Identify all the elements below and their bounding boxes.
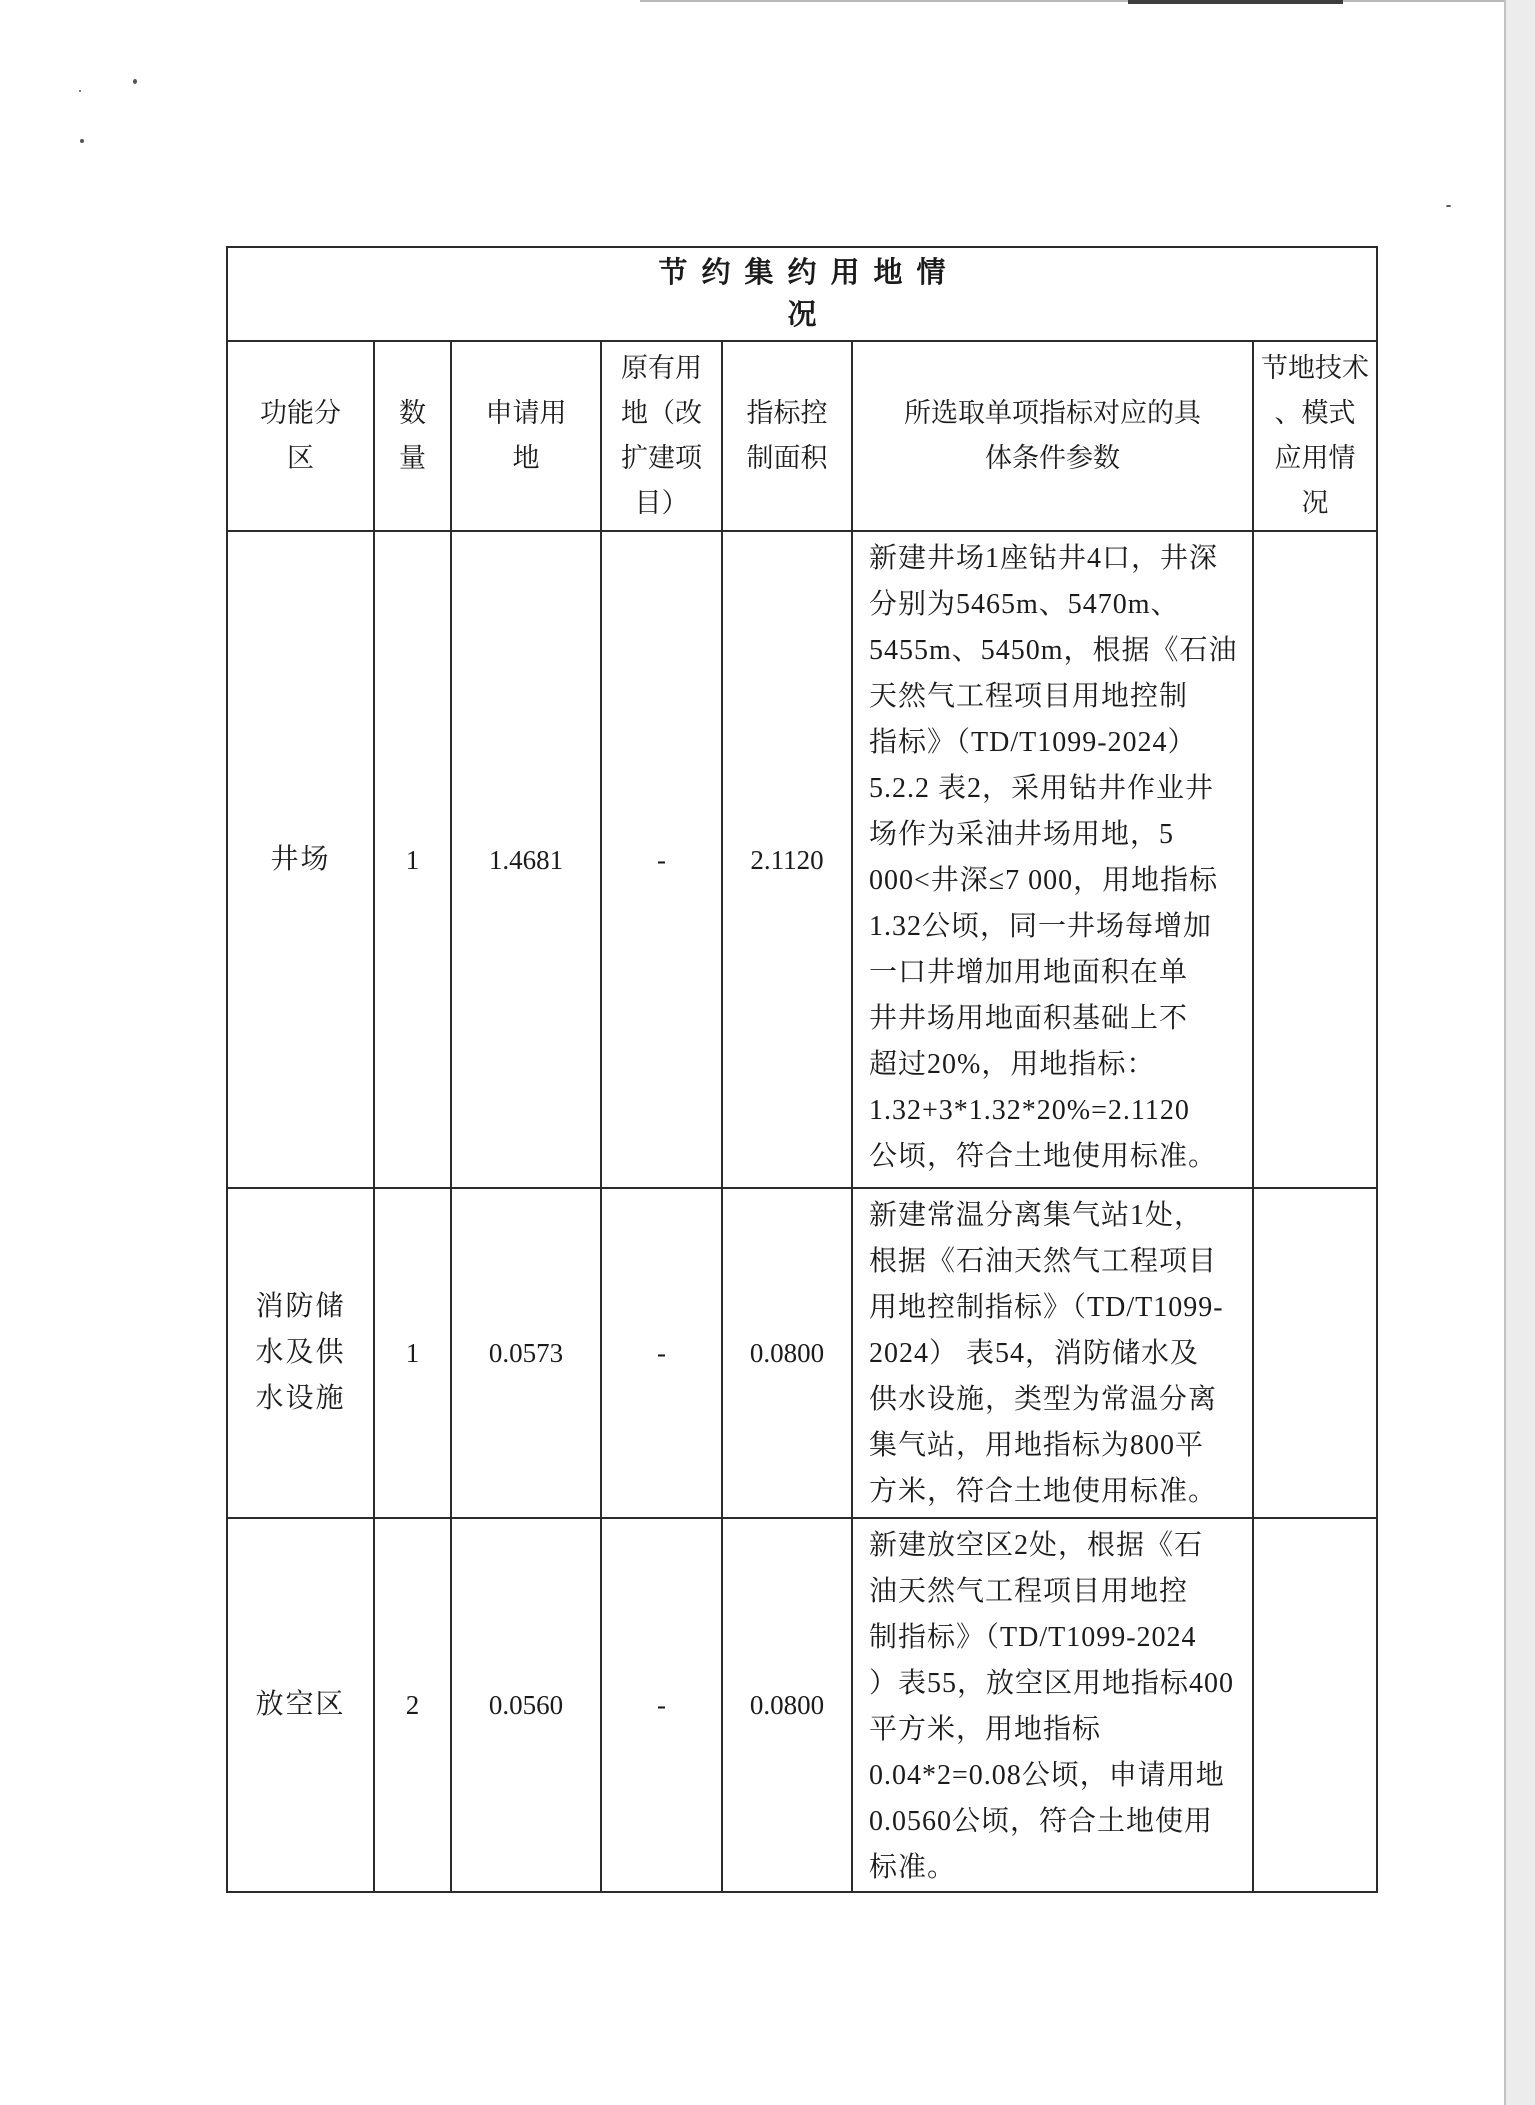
scan-speck (79, 90, 81, 92)
technology-cell (1254, 1189, 1378, 1519)
header-text-line: 况 (1301, 488, 1329, 518)
zone-name-line: 井场 (270, 843, 331, 875)
header-text-line: 体条件参数 (985, 443, 1120, 473)
condition-text-line: 一口井增加用地面积在单 (869, 957, 1189, 988)
applied-area-cell (452, 1189, 602, 1519)
condition-text-line: 供水设施，类型为常温分离 (869, 1384, 1218, 1415)
condition-text-line: 000<井深≤7 000，用地指标 (869, 865, 1219, 896)
condition-text-line: 1.32+3*1.32*20%=2.1120 (869, 1095, 1190, 1126)
control-area-value: 0.0800 (749, 1338, 825, 1368)
original-area-cell (602, 532, 723, 1189)
scan-right-edge (1504, 0, 1535, 2105)
quantity-value: 1 (405, 1338, 420, 1368)
quantity-value: 1 (405, 844, 420, 875)
condition-text-line: 5.2.2 表2，采用钻井作业井 (869, 773, 1215, 804)
header-quantity (375, 342, 452, 532)
condition-text-line: 油天然气工程项目用地控 (869, 1576, 1189, 1607)
header-conditions (853, 342, 1254, 532)
header-applied-area (452, 342, 602, 532)
land-use-table (226, 246, 1378, 1893)
header-text-line: 、模式 (1274, 398, 1356, 428)
zone-name-line: 放空区 (255, 1689, 346, 1720)
scan-top-mark (1128, 0, 1343, 4)
header-control-area (723, 342, 853, 532)
header-text-line: 节地技术 (1261, 353, 1369, 383)
scan-speck (1446, 205, 1451, 207)
condition-text-line: 平方米，用地指标 (869, 1714, 1102, 1745)
applied-area-cell (452, 532, 602, 1189)
condition-text-line: 天然气工程项目用地控制 (869, 681, 1189, 712)
applied-area-value: 0.0560 (488, 1690, 564, 1720)
zone-cell (228, 532, 375, 1189)
header-text-line: 原有用 (621, 353, 702, 383)
applied-area-value: 1.4681 (488, 844, 564, 875)
header-text-line: 指标控 (746, 398, 828, 428)
header-text-line: 量 (399, 443, 426, 473)
original-area-value: - (657, 1690, 666, 1720)
condition-text-line: 标准。 (869, 1852, 957, 1883)
header-text-line: 扩建项 (621, 443, 702, 473)
applied-area-value: 0.0573 (488, 1338, 564, 1368)
zone-name-line: 水及供 (255, 1337, 346, 1368)
condition-text-line: 5455m、5450m，根据《石油 (869, 635, 1238, 666)
condition-text-line: 1.32公顷，同一井场每增加 (869, 911, 1213, 942)
conditions-cell (853, 532, 1254, 1189)
condition-text-line: 公顷，符合土地使用标准。 (869, 1141, 1218, 1172)
table-title-line: 节约集约用地情 (658, 257, 960, 289)
control-area-value: 0.0800 (749, 1690, 825, 1720)
header-text-line: 应用情 (1274, 443, 1356, 473)
control-area-cell (723, 1189, 853, 1519)
technology-cell (1254, 532, 1378, 1189)
scan-speck (80, 139, 84, 143)
conditions-cell (853, 1189, 1254, 1519)
quantity-cell (375, 1189, 452, 1519)
header-text-line: 申请用 (485, 398, 567, 428)
original-area-cell (602, 1519, 723, 1893)
control-area-cell (723, 532, 853, 1189)
header-text-line: 制面积 (746, 443, 828, 473)
condition-text-line: 分别为5465m、5470m、 (869, 589, 1180, 620)
header-technology (1254, 342, 1378, 532)
zone-cell (228, 1519, 375, 1893)
condition-text-line: 新建放空区2处，根据《石 (869, 1530, 1204, 1561)
condition-text-line: 井井场用地面积基础上不 (869, 1003, 1189, 1034)
quantity-cell (375, 532, 452, 1189)
scan-top-shadow (640, 0, 1505, 2)
zone-name-line: 消防储 (255, 1291, 346, 1322)
condition-text-line: 指标》（TD/T1099-2024） (869, 727, 1197, 758)
condition-text-line: 用地控制指标》（TD/T1099- (869, 1292, 1224, 1323)
condition-text-line: 0.0560公顷，符合土地使用 (869, 1806, 1214, 1837)
header-text-line: 地（改 (621, 398, 702, 428)
condition-text-line: 集气站，用地指标为800平 (869, 1430, 1205, 1461)
original-area-value: - (657, 1338, 666, 1368)
quantity-value: 2 (405, 1690, 420, 1720)
condition-text-line: 新建常温分离集气站1处， (869, 1200, 1204, 1231)
zone-name-line: 水设施 (255, 1383, 346, 1414)
header-original-area (602, 342, 723, 532)
table-title-line: 况 (787, 299, 831, 331)
control-area-cell (723, 1519, 853, 1893)
zone-cell (228, 1189, 375, 1519)
quantity-cell (375, 1519, 452, 1893)
header-zone (228, 342, 375, 532)
condition-text-line: 制指标》（TD/T1099-2024 (869, 1622, 1197, 1653)
condition-text-line: ）表55，放空区用地指标400 (869, 1668, 1235, 1699)
technology-cell (1254, 1519, 1378, 1893)
header-text-line: 所选取单项指标对应的具 (904, 398, 1201, 428)
header-text-line: 目） (634, 488, 689, 518)
table-title (228, 248, 1378, 342)
original-area-value: - (657, 844, 666, 875)
condition-text-line: 2024） 表54，消防储水及 (869, 1338, 1200, 1369)
header-text-line: 数 (399, 398, 426, 428)
condition-text-line: 超过20%，用地指标： (869, 1049, 1156, 1080)
condition-text-line: 场作为采油井场用地，5 (869, 819, 1175, 850)
header-text-line: 区 (287, 443, 314, 473)
condition-text-line: 新建井场1座钻井4口，井深 (869, 543, 1219, 574)
condition-text-line: 根据《石油天然气工程项目 (869, 1246, 1218, 1277)
conditions-cell (853, 1519, 1254, 1893)
condition-text-line: 方米，符合土地使用标准。 (869, 1476, 1218, 1507)
original-area-cell (602, 1189, 723, 1519)
scan-speck (133, 79, 137, 84)
condition-text-line: 0.04*2=0.08公顷，申请用地 (869, 1760, 1225, 1791)
header-text-line: 地 (512, 443, 540, 473)
applied-area-cell (452, 1519, 602, 1893)
header-text-line: 功能分 (260, 398, 341, 428)
control-area-value: 2.1120 (750, 844, 824, 875)
